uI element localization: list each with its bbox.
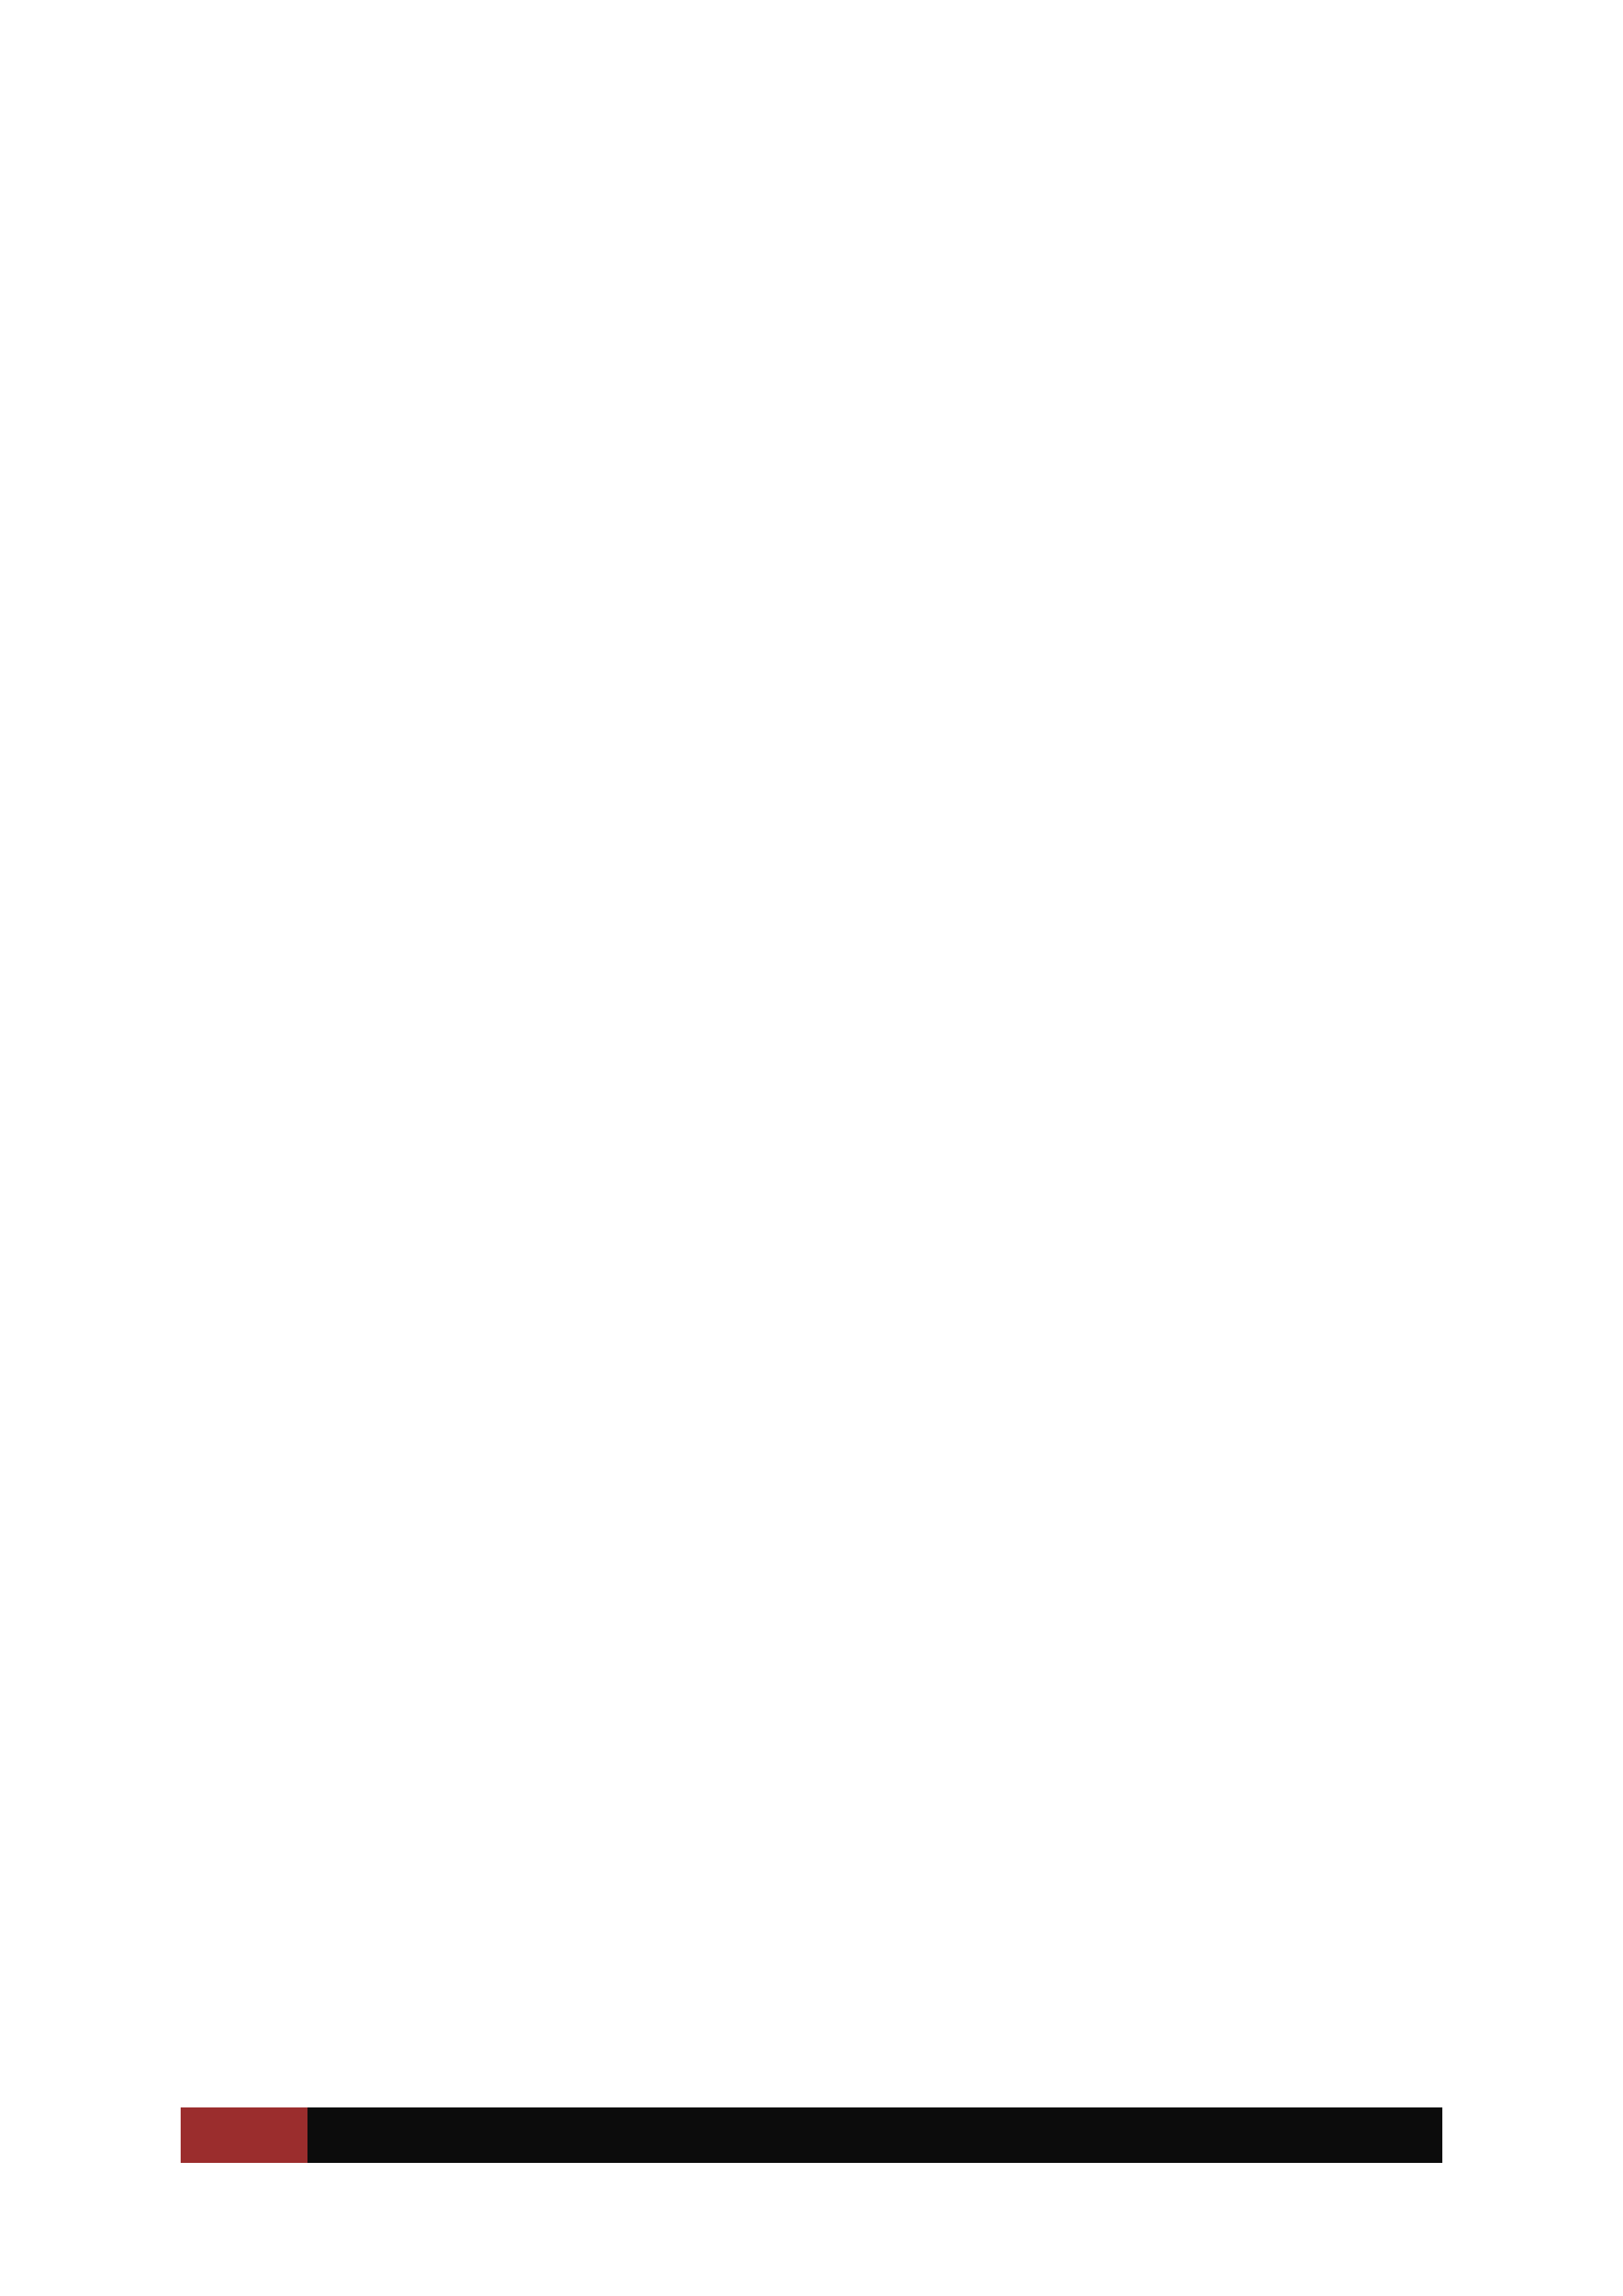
text-line-8 (190, 1112, 1442, 1245)
border-bottom (63, 0, 1569, 79)
text-line-13 (190, 1778, 1442, 1911)
text-line-14 (190, 1911, 1442, 2044)
text-line-3 (190, 447, 1442, 580)
text-line-11 (190, 1512, 1442, 1645)
text-line-10 (190, 1379, 1442, 1512)
body-text (190, 181, 1442, 2044)
border-right (0, 79, 63, 2203)
text-line-7 (190, 979, 1442, 1112)
page-number-box (181, 2107, 307, 2163)
text-line-1 (190, 181, 1442, 314)
text-line-4 (190, 580, 1442, 713)
text-line-5 (190, 713, 1442, 846)
text-line-9 (190, 1245, 1442, 1379)
text-line-12 (190, 1645, 1442, 1778)
text-line-2 (190, 314, 1442, 447)
footer-bar (181, 2107, 1442, 2163)
text-line-6 (190, 846, 1442, 979)
